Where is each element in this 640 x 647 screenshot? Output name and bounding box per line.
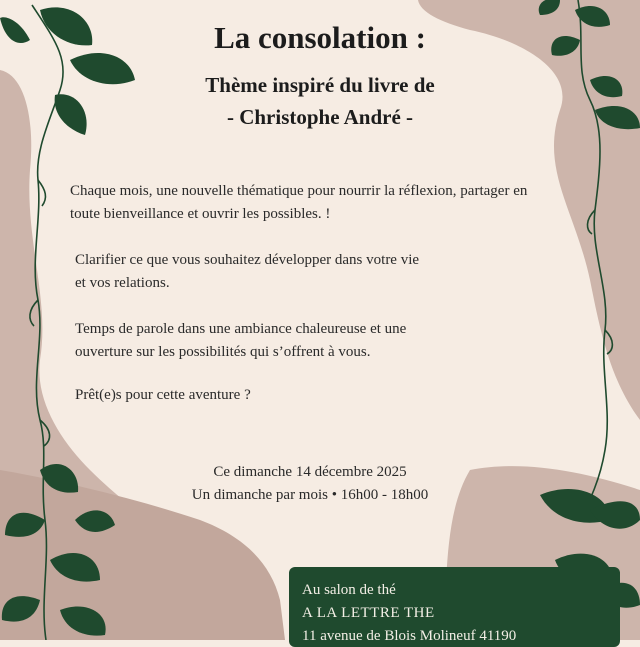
- venue-line-3: 11 avenue de Blois Molineuf 41190: [302, 628, 517, 644]
- paragraph-1: [70, 180, 527, 226]
- event-date: Ce dimanche 14 décembre 2025: [213, 464, 407, 480]
- venue-line-2: A LA LETTRE THE: [302, 605, 435, 621]
- subtitle-line-2: - Christophe André -: [226, 105, 414, 129]
- paragraph-3-line-1: Temps de parole dans une ambiance chaleureuse et une: [75, 321, 407, 337]
- paragraph-1-line-2: toute bienveillance et ouvrir les possibles. !: [70, 206, 331, 222]
- venue-line-1: Au salon de thé: [302, 582, 396, 598]
- subtitle-line-1: Thème inspiré du livre de: [205, 73, 435, 97]
- paragraph-1-line-1: Chaque mois, une nouvelle thématique pour nourrir la réflexion, partager en: [70, 183, 528, 199]
- paragraph-4-line-1: Prêt(e)s pour cette aventure ?: [75, 387, 251, 403]
- paragraph-2-line-2: et vos relations.: [75, 275, 170, 291]
- paragraph-4: [75, 384, 251, 407]
- event-schedule: Un dimanche par mois • 16h00 - 18h00: [191, 487, 429, 503]
- page-title: La consolation :: [214, 20, 426, 55]
- paragraph-2-line-1: Clarifier ce que vous souhaitez développer dans votre vie: [75, 252, 420, 268]
- paragraph-3-line-2: ouverture sur les possibilités qui s’offrent à vous.: [75, 344, 371, 360]
- paragraph-3: [75, 318, 406, 364]
- paragraph-2: [75, 249, 419, 295]
